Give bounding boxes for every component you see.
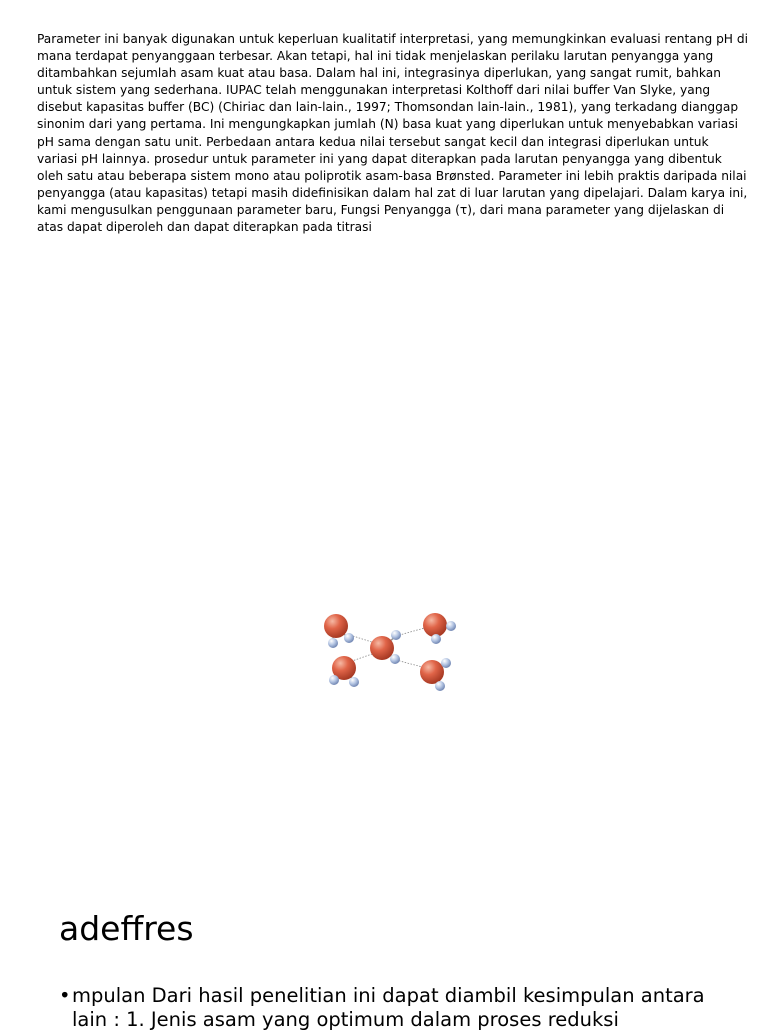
water-molecule-3 bbox=[423, 613, 456, 644]
bullet-list bbox=[59, 984, 739, 1032]
water-molecule-2 bbox=[370, 630, 401, 664]
bullet-text: mpulan Dari hasil penelitian ini dapat diambil kesimpulan antara lain : 1. Jenis asam yang optimum dalam proses reduksi bbox=[72, 984, 705, 1031]
slide-title: adeffres bbox=[59, 909, 194, 948]
water-molecule-1 bbox=[324, 614, 354, 648]
body-paragraph: Parameter ini banyak digunakan untuk keperluan kualitatif interpretasi, yang memungkinkan evaluasi rentang pH di mana terdapat penyanggaan terbesar. Akan tetapi, hal ini tidak menjelaskan perilaku larutan penyangga yang ditambahkan sejumlah asam kuat atau basa. Dalam hal ini, integrasinya diperlukan, yang sangat rumit, bahkan untuk sistem yang sederhana. IUPAC telah menggunakan interpretasi Kolthoff dari nilai buffer Van Slyke, yang disebut kapasitas buffer (BC) (Chiriac dan lain-lain., 1997; Thomsondan lain-lain., 1981), yang terkadang dianggap sinonim dari yang pertama. Ini mengungkapkan jumlah (N) basa kuat yang diperlukan untuk menyebabkan variasi pH sama dengan satu unit. Perbedaan antara kedua nilai tersebut sangat kecil dan integrasi diperlukan untuk variasi pH lainnya. prosedur untuk parameter ini yang dapat diterapkan pada larutan penyangga yang dibentuk oleh satu atau beberapa sistem mono atau poliprotik asam-basa Brønsted. Parameter ini lebih praktis daripada nilai penyangga (atau kapasitas) tetapi masih didefinisikan dalam hal zat di luar larutan yang dipelajari. Dalam karya ini, kami mengusulkan penggunaan parameter baru, Fungsi Penyangga (τ), dari mana parameter yang dijelaskan di atas dapat diperoleh dan dapat diterapkan pada titrasi bbox=[37, 32, 748, 235]
water-molecule-5 bbox=[420, 658, 451, 691]
bullet-item bbox=[59, 984, 739, 1032]
water-cluster-molecule-icon bbox=[316, 600, 464, 700]
water-molecule-4 bbox=[329, 656, 359, 687]
bullet-marker: • bbox=[59, 984, 71, 1007]
